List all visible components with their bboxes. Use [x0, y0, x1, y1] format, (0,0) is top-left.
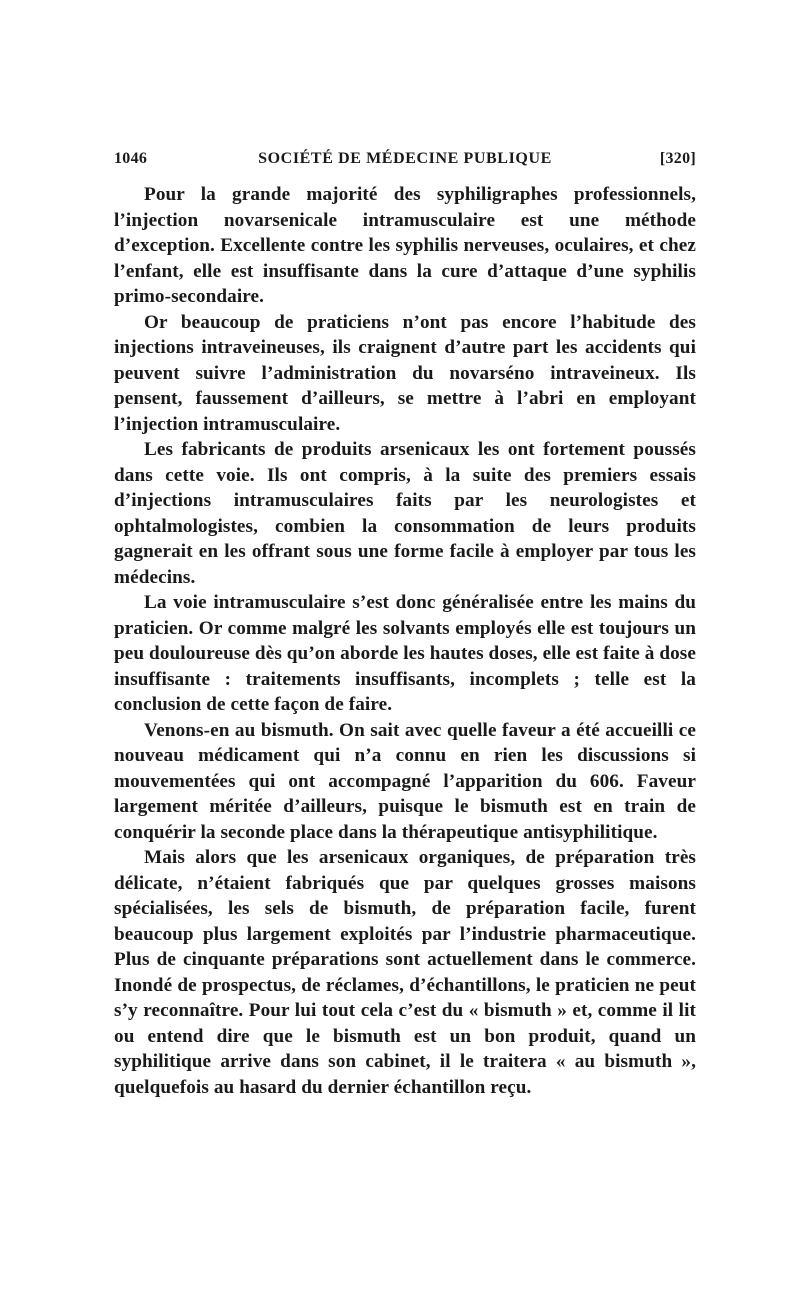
paragraph: Mais alors que les arsenicaux organiques, de préparation très délicate, n’étaient fabriqués que par quelques grosses maisons spécialisées, les sels de bismuth, de préparation facile, furent beaucoup plus largement exploités par l’industrie pharmaceutique. Plus de cinquante préparations sont actuellement dans le commerce. Inondé de prospectus, de réclames, d’échantillons, le praticien ne peut s’y reconnaître. Pour lui tout cela c’est du « bismuth » et, comme il lit ou entend dire que le bismuth est un bon produit, quand un syphilitique arrive dans son cabinet, il le traitera « au bismuth », quelquefois au hasard du dernier échantillon reçu.	[114, 847, 696, 1098]
body-text	[114, 182, 696, 1100]
page-number: 1046	[114, 150, 148, 167]
running-title: SOCIÉTÉ DE MÉDECINE PUBLIQUE	[258, 150, 552, 167]
paragraph: La voie intramusculaire s’est donc généralisée entre les mains du praticien. Or comme malgré les solvants employés elle est toujours un peu douloureuse dès qu’on aborde les hautes doses, elle est faite à dose insuffisante : traitements insuffisants, incomplets ; telle est la conclusion de cette façon de faire.	[114, 592, 696, 715]
paragraph: Pour la grande majorité des syphiligraphes professionnels, l’injection novarsenicale intramusculaire est une méthode d’exception. Excellente contre les syphilis nerveuses, oculaires, et chez l’enfant, elle est insuffisante dans la cure d’attaque d’une syphilis primo-secondaire.	[114, 184, 696, 307]
paragraph: Venons-en au bismuth. On sait avec quelle faveur a été accueilli ce nouveau médicament qui n’a connu en rien les discussions si mouvementées qui ont accompagné l’apparition du 606. Faveur largement méritée d’ailleurs, puisque le bismuth est en train de conquérir la seconde place dans la thérapeutique antisyphilitique.	[114, 719, 696, 843]
section-number: [320]	[659, 150, 696, 167]
page-header	[114, 150, 696, 172]
paragraph: Les fabricants de produits arsenicaux les ont fortement poussés dans cette voie. Ils ont compris, à la suite des premiers essais d’injections intramusculaires faits par les neurologistes et ophtalmologistes, combien la consommation de leurs produits gagnerait en les offrant sous une forme facile à employer par tous les médecins.	[114, 439, 696, 588]
paragraph: Or beaucoup de praticiens n’ont pas encore l’habitude des injections intraveineuses, ils craignent d’autre part les accidents qui peuvent suivre l’administration du novarséno intraveineux. Ils pensent, faussement d’ailleurs, se mettre à l’abri en employant l’injection intramusculaire.	[114, 311, 696, 435]
